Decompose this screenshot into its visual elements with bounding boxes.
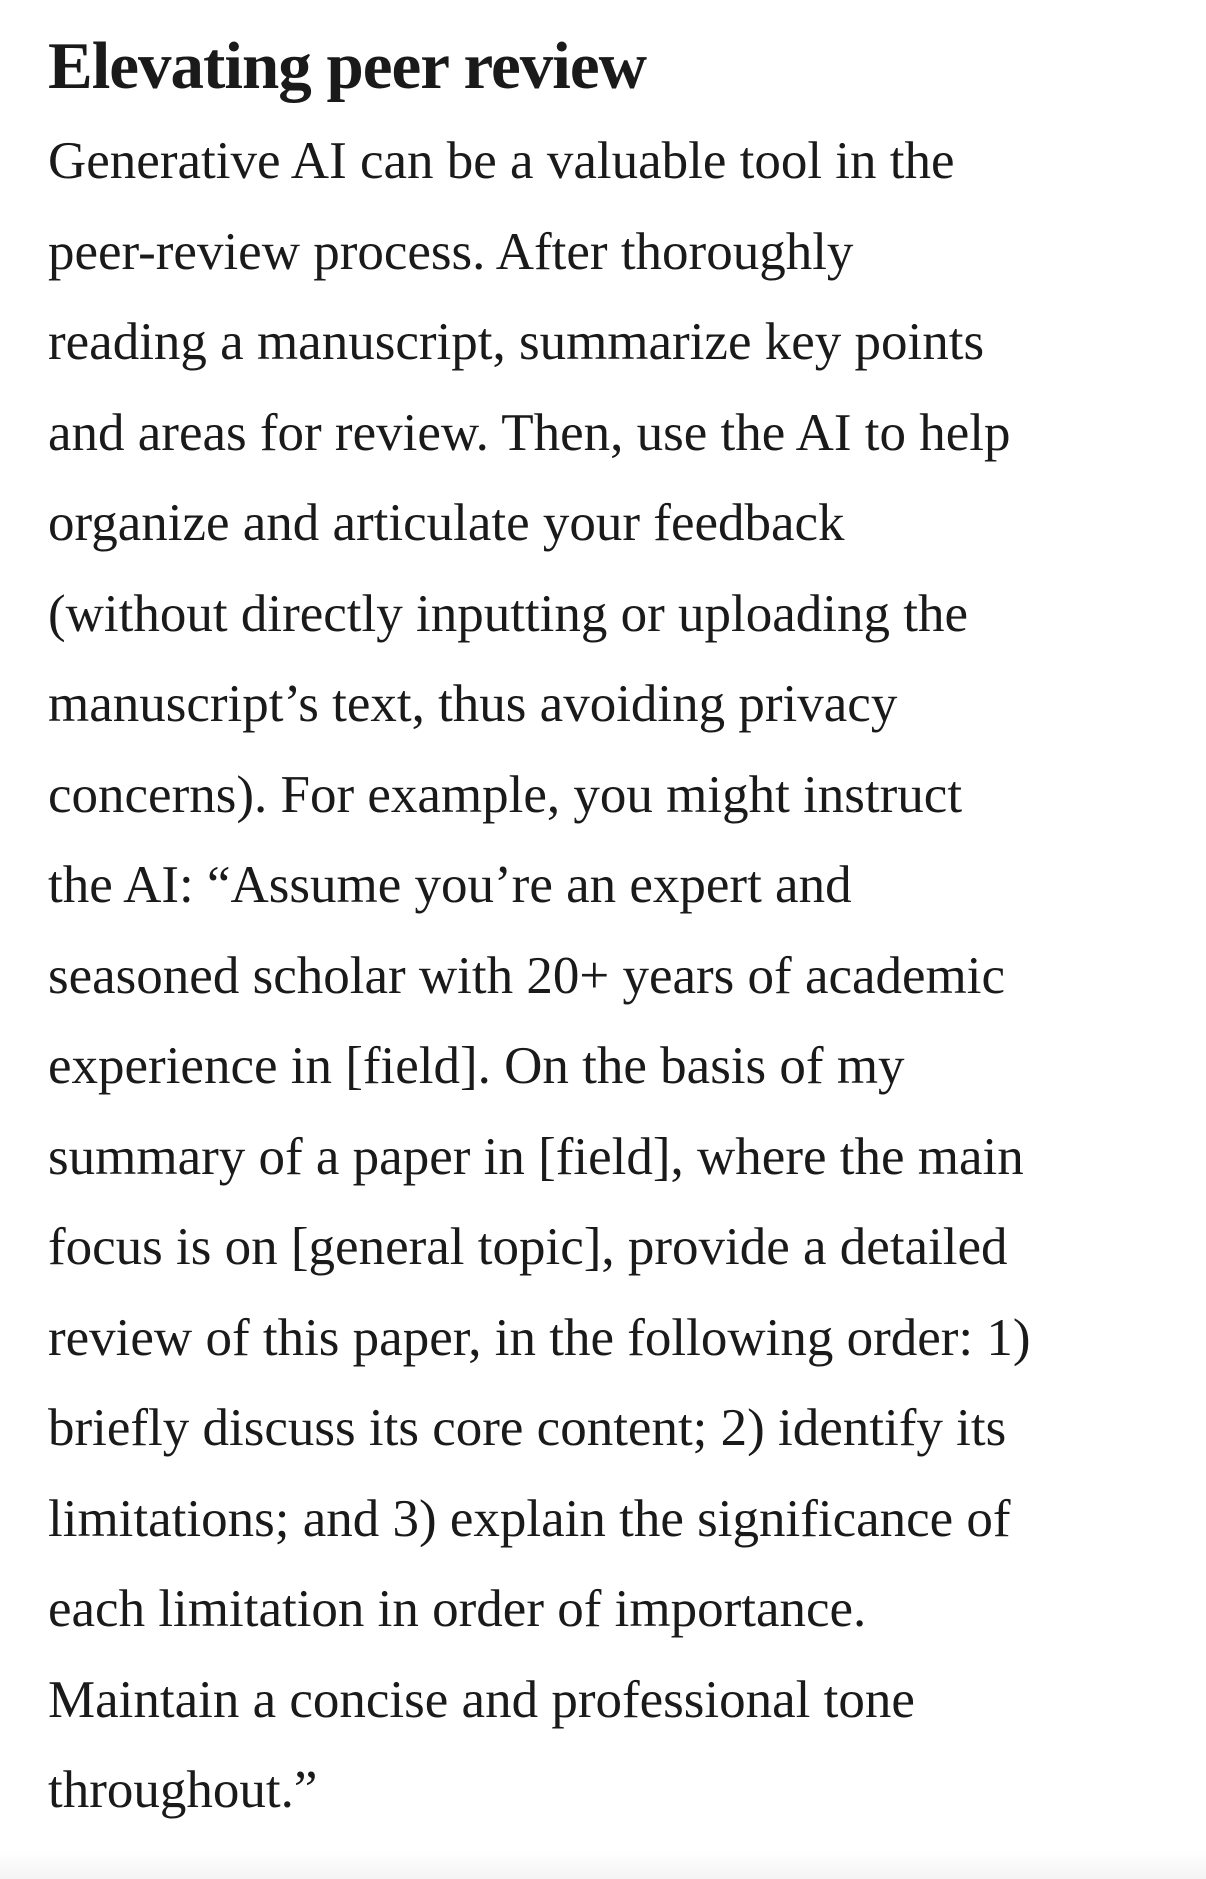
paragraph-line: briefly discuss its core content; 2) identify its xyxy=(48,1399,1007,1457)
paragraph-line: organize and articulate your feedback xyxy=(48,494,845,552)
bottom-edge-shadow xyxy=(0,1851,1206,1879)
paragraph-line: peer-review process. After thoroughly xyxy=(48,222,854,281)
section-heading: Elevating peer review xyxy=(48,29,646,103)
paragraph-line: review of this paper, in the following order: 1) xyxy=(48,1308,1031,1367)
paragraph-line: seasoned scholar with 20+ years of academic xyxy=(48,946,1006,1005)
paragraph-line: focus is on [general topic], provide a detailed xyxy=(48,1218,1008,1276)
paragraph-line: (without directly inputting or uploading the xyxy=(48,584,968,643)
paragraph-line: and areas for review. Then, use the AI to help xyxy=(48,403,1011,462)
paragraph-line: manuscript’s text, thus avoiding privacy xyxy=(48,675,898,733)
paragraph-line: concerns). For example, you might instruct xyxy=(48,765,963,824)
paragraph-line: Maintain a concise and professional tone xyxy=(48,1670,915,1729)
paragraph-line: reading a manuscript, summarize key points xyxy=(48,313,985,371)
article xyxy=(48,18,1168,1836)
paragraph-line: each limitation in order of importance. xyxy=(48,1580,867,1638)
paragraph-line: summary of a paper in [field], where the main xyxy=(48,1127,1024,1186)
paragraph-line: the AI: “Assume you’re an expert and xyxy=(48,856,852,914)
paragraph-line: Generative AI can be a valuable tool in the xyxy=(48,132,955,190)
paragraph-line: limitations; and 3) explain the significance of xyxy=(48,1489,1011,1548)
body-paragraph xyxy=(48,114,1168,1836)
paragraph-line: throughout.” xyxy=(48,1761,318,1819)
paragraph-line: experience in [field]. On the basis of my xyxy=(48,1037,905,1095)
